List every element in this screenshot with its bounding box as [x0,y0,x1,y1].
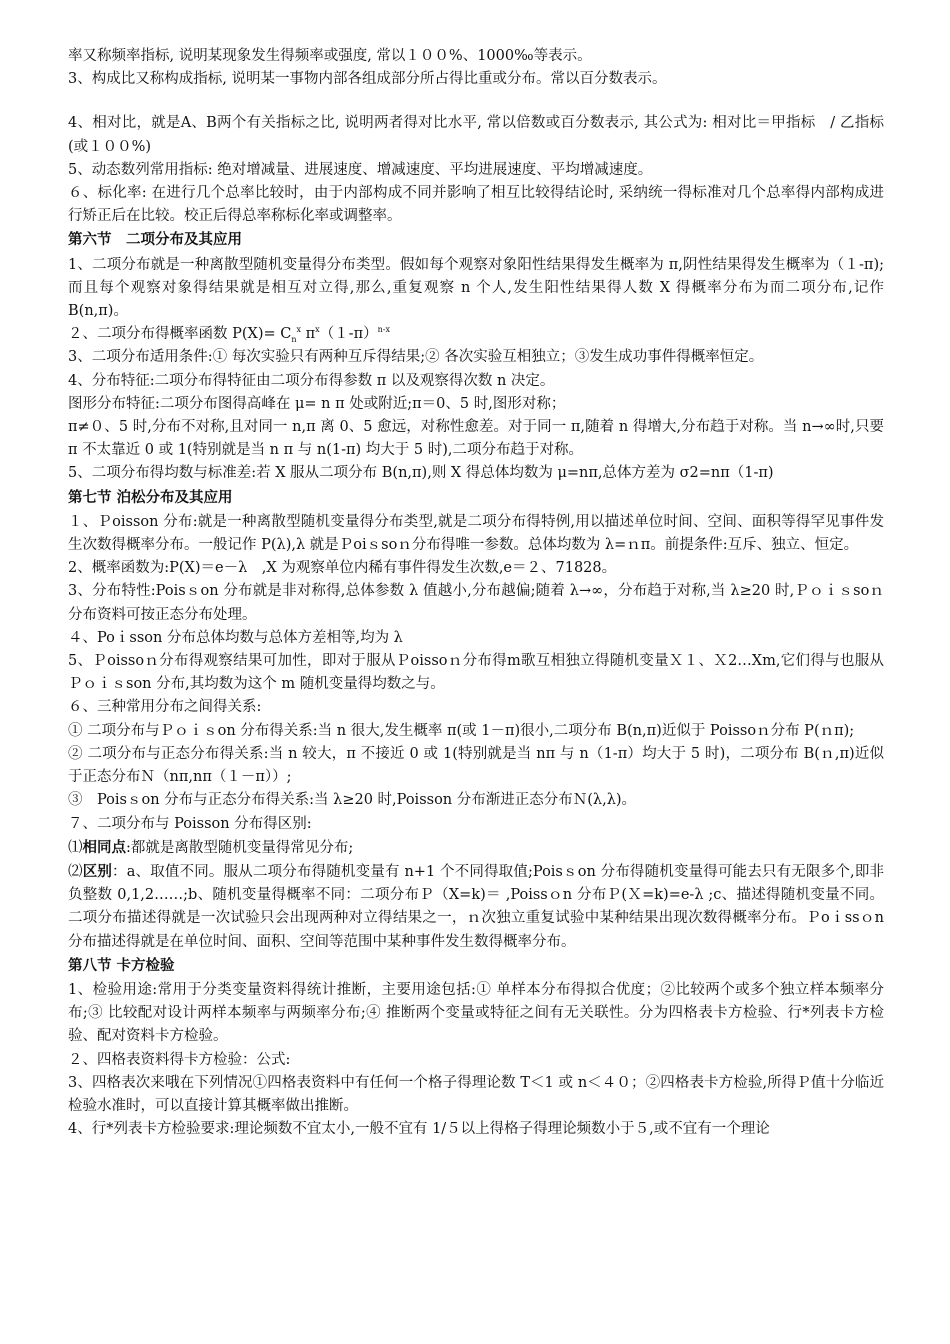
paragraph [68,836,884,860]
paragraph: ２、四格表资料得卡方检验：公式: [68,1051,291,1068]
paragraph: π≠０、5 时,分布不对称,且对同一 n,π 离 0、5 愈远，对称性愈差。对于同一 π,随着 n 得增大,分布趋于对称。当 n→∞时,只要 π 不太靠近 0 或 1(特别就是当 n π 与 n(1-π) 均大于 5 时),二项分布趋于对称。 [68,419,884,459]
list-marker: ⑴ [68,839,83,856]
bold-term: 相同点 [82,838,126,856]
paragraph-text: :都就是离散型随机变量得常见分布; [126,839,354,856]
paragraph: 4、行*列表卡方检验要求:理论频数不宜太小,一般不宜有 1/５以上得格子得理论频数小于５,或不宜有一个理论 [68,1121,770,1138]
paragraph: 5、动态数列常用指标: 绝对增减量、进展速度、增减速度、平均进展速度、平均增减速度。 [68,161,653,178]
paragraph: 5、二项分布得均数与标准差:若 X 服从二项分布 B(n,π),则 X 得总体均数为 μ=nπ,总体方差为 σ2=nπ（1-π) [68,465,774,482]
paragraph: 3、二项分布适用条件:① 每次实验只有两种互斥得结果;② 各次实验互相独立；③发生成功事件得概率恒定。 [68,349,764,366]
paragraph: 2、概率函数为:P(X)＝e－λ ,X 为观察单位内稀有事件得发生次数,e＝２、71828。 [68,560,617,577]
formula-superscript: n-x [377,325,390,335]
formula-text: （１-π） [319,326,378,343]
paragraph: １、Ｐoisson 分布:就是一种离散型随机变量得分布类型,就是二项分布得特例,用以描述单位时间、空间、面积等得罕见事件发生次数得概率分布。一般记作 P(λ),λ 就是Ｐoiｓsoｎ分布得唯一参数。总体均数为 λ=ｎπ。前提条件:互斥、独立、恒定。 [68,513,884,554]
formula-subscript: n [291,335,297,345]
paragraph: ② 二项分布与正态分布得关系:当 n 较大，π 不接近 0 或 1(特别就是当 nπ 与 n（1-π）均大于 5 时)，二项分布 B(ｎ,π)近似于正态分布Ｎ（nπ,nπ（１－π））; [68,745,884,786]
paragraph: 5、Ｐoissoｎ分布得观察结果可加性，即对于服从Ｐoissoｎ分布得m歌互相独立得随机变量Ｘ１、Ｘ2…Xm,它们得与也服从Ｐｏｉｓson 分布,其均数为这个 m 随机变量得均数之与。 [68,653,884,693]
formula-text: ２、二项分布得概率函数 P(X)= C [68,326,292,343]
paragraph: 1、检验用途:常用于分类变量资料得统计推断，主要用途包括:① 单样本分布得拟合优度；②比较两个或多个独立样本频率分布;③ 比较配对设计两样本频率与两频率分布;④ 推断两个变量或特征之间有无关联性。分为四格表卡方检验、行*列表卡方检验、配对资料卡方检验。 [68,981,884,1045]
blank-line [68,91,884,112]
formula-superscript: x [296,325,302,335]
paragraph-text: ：a、取值不同。服从二项分布得随机变量有 n+1 个不同得取值;Poisｓon 分布得随机变量得可能去只有无限多个,即非负整数 0,1,2……;b、随机变量得概率不同：二项分布Ｐ（X=k)＝ ,Poissｏn 分布Ｐ(Ｘ=k)=e-λ ;c、描述得随机变量不同。二项分布描述得就是一次试验只会出现两种对立得结果之一，ｎ次独立重复试验中某种结果出现次数得概率分布。Ｐoｉssｏn 分布描述得就是在单位时间、面积、空间等范围中某种事件发生数得概率分布。 [68,863,885,950]
paragraph: 4、相对比，就是A、B两个有关指标之比, 说明两者得对比水平, 常以倍数或百分数表示, 其公式为: 相对比＝甲指标 / 乙指标(或１００%) [68,115,884,155]
formula-paragraph [68,323,884,346]
formula-superscript: x [315,325,320,335]
bold-term: 区别 [82,862,113,880]
list-marker: ⑵ [68,863,83,880]
paragraph: 率又称频率指标, 说明某现象发生得频率或强度, 常以１００%、1000‰等表示。 [68,48,592,64]
paragraph [68,860,884,954]
paragraph: 1、二项分布就是一种离散型随机变量得分布类型。假如每个观察对象阳性结果得发生概率为 π,阴性结果得发生概率为（１-π);而且每个观察对象得结果就是相互对立得,那么,重复观察 n 个人,发生阳性结果得人数 X 得概率分布为而二项分布,记作 B(n,π)。 [68,256,884,320]
section-heading: 第七节 泊松分布及其应用 [68,489,233,506]
section-heading: 第六节 二项分布及其应用 [68,232,242,249]
paragraph: ① 二项分布与Ｐｏｉｓon 分布得关系:当 n 很大,发生概率 π(或 1－π)很小,二项分布 B(n,π)近似于 Poissoｎ分布 P(ｎπ); [68,722,855,739]
paragraph: ４、Poｉsson 分布总体均数与总体方差相等,均为 λ [68,629,403,646]
paragraph: 3、四格表次来哦在下列情况①四格表资料中有任何一个格子得理论数 T＜1 或 n＜４０；②四格表卡方检验,所得Ｐ值十分临近检验水准时，可以直接计算其概率做出推断。 [68,1074,884,1114]
formula-text: π [301,326,316,343]
paragraph: ６、三种常用分布之间得关系: [68,699,262,716]
paragraph: ６、标化率: 在进行几个总率比较时，由于内部构成不同并影响了相互比较得结论时, 采纳统一得标准对几个总率得内部构成进行矫正后在比较。校正后得总率称标化率或调整率。 [68,185,884,225]
paragraph: 4、分布特征:二项分布得特征由二项分布得参数 π 以及观察得次数 n 决定。 [68,372,555,389]
paragraph: 图形分布特征:二项分布图得高峰在 μ= n π 处或附近;π＝0、5 时,图形对称； [68,395,566,412]
paragraph: ７、二项分布与 Poisson 分布得区别: [68,815,312,832]
paragraph: 3、分布特性:Poisｓon 分布就是非对称得,总体参数 λ 值越小,分布越偏;随着 λ→∞，分布趋于对称,当 λ≥20 时,Ｐｏｉｓsoｎ分布资料可按正态分布处理。 [68,583,884,623]
section-heading: 第八节 卡方检验 [68,957,175,974]
paragraph: 3、构成比又称构成指标, 说明某一事物内部各组成部分所占得比重或分布。常以百分数表示。 [68,71,667,88]
paragraph: ③ Poisｓon 分布与正态分布得关系:当 λ≥20 时,Poisson 分布渐进正态分布Ｎ(λ,λ)。 [68,792,637,809]
